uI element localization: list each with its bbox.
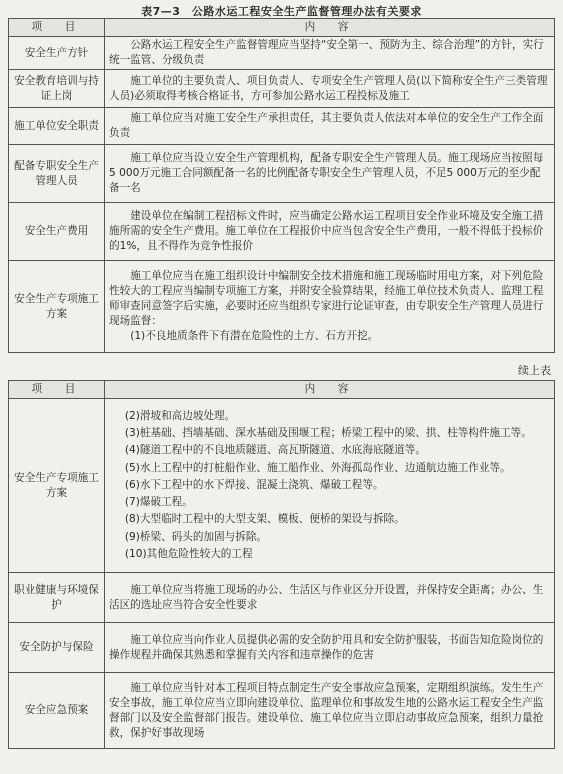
table-header-row — [9, 19, 555, 37]
list-item: (5)水上工程中的打桩船作业、施工船作业、外海孤岛作业、边通航边施工作业等。 — [124, 461, 511, 474]
row-item: 安全教育培训与持证上岗 — [9, 70, 105, 108]
row-item: 安全防护与保险 — [9, 623, 105, 673]
list-item: (3)桩基础、挡墙基础、深水基础及围堰工程；桥梁工程中的梁、拱、柱等构件施工等。 — [124, 426, 532, 439]
table-row — [9, 399, 555, 573]
row-content: 施工单位应当在施工组织设计中编制安全技术措施和施工现场临时用电方案，对下列危险性较大的工程应当编制专项施工方案，并附安全验算结果，经施工单位技术负责人、监理工程师审查同意签字后实施，必要时还应当组织专家进行论证审查，由专职安全生产管理人员进行现场监督： — [109, 270, 544, 327]
table-row — [9, 145, 555, 203]
list-item: (8)大型临时工程中的大型支架、模板、便桥的架设与拆除。 — [124, 513, 405, 526]
row-item: 安全生产费用 — [9, 203, 105, 261]
column-header-item: 项 目 — [9, 19, 105, 37]
list-item: (4)隧道工程中的不良地质隧道、高瓦斯隧道、水底海底隧道等。 — [124, 444, 426, 457]
table-row — [9, 203, 555, 261]
row-item: 安全生产专项施工方案 — [9, 399, 105, 573]
list-item: (10)其他危险性较大的工程 — [124, 548, 253, 561]
column-header-content: 内 容 — [105, 19, 555, 37]
row-item: 安全应急预案 — [9, 673, 105, 749]
table-header-row — [9, 381, 555, 399]
table-row — [9, 70, 555, 108]
requirements-table-continued — [8, 380, 555, 749]
row-item: 施工单位安全职责 — [9, 108, 105, 145]
row-content-sub: (1)不良地质条件下有潜在危险性的土方、石方开挖。 — [130, 330, 379, 342]
column-header-item: 项 目 — [9, 381, 105, 399]
list-item: (2)滑坡和高边坡处理。 — [124, 409, 236, 422]
table-row — [9, 673, 555, 749]
row-content: 公路水运工程安全生产监督管理应当坚持“安全第一、预防为主、综合治理”的方针，实行统一监管、分级负责 — [109, 39, 544, 66]
continued-label: 续上表 — [518, 364, 551, 377]
row-content: 建设单位在编制工程招标文件时，应当确定公路水运工程项目安全作业环境及安全施工措施所需的安全生产费用。施工单位在工程报价中应当包含安全生产费用，一般不得低于投标价的1%，且不得作为竞争性报价 — [109, 210, 544, 252]
table-caption: 表7—3 公路水运工程安全生产监督管理办法有关要求 — [141, 5, 422, 18]
table-row — [9, 261, 555, 353]
table-row — [9, 623, 555, 673]
requirements-table — [8, 18, 555, 353]
table-row — [9, 108, 555, 145]
row-item: 安全生产专项施工方案 — [9, 261, 105, 353]
row-content: 施工单位应当设立安全生产管理机构，配备专职安全生产管理人员。施工现场应当按照每5 000万元施工合同额配备一名的比例配备专职安全生产管理人员，不足5 000万元的至少配备一名 — [109, 152, 544, 194]
list-item: (6)水下工程中的水下焊接、混凝土浇筑、爆破工程等。 — [124, 478, 384, 491]
row-content: 施工单位应当对施工安全生产承担责任，其主要负责人依法对本单位的安全生产工作全面负责 — [109, 112, 544, 139]
table-row — [9, 573, 555, 623]
list-item: (9)桥梁、码头的加固与拆除。 — [124, 530, 268, 543]
row-content: 施工单位应当将施工现场的办公、生活区与作业区分开设置，并保持安全距离；办公、生活区的选址应当符合安全性要求 — [109, 583, 544, 611]
row-item: 配备专职安全生产管理人员 — [9, 145, 105, 203]
column-header-content: 内 容 — [105, 381, 555, 399]
row-content: 施工单位应当向作业人员提供必需的安全防护用具和安全防护服装，书面告知危险岗位的操作规程并确保其熟悉和掌握有关内容和违章操作的危害 — [109, 633, 544, 661]
list-item: (7)爆破工程。 — [124, 496, 193, 509]
row-item: 安全生产方针 — [9, 37, 105, 70]
row-item: 职业健康与环境保护 — [9, 573, 105, 623]
table-row — [9, 37, 555, 70]
row-content: 施工单位应当针对本工程项目特点制定生产安全事故应急预案，定期组织演练。发生生产安全事故，施工单位应当立即向建设单位、监理单位和事故发生地的公路水运工程安全生产监督部门以及安全监督部门报告。建设单位、施工单位应当立即启动事故应急预案，组织力量抢救，保护好事故现场 — [109, 681, 544, 739]
row-content: 施工单位的主要负责人、项目负责人、专项安全生产管理人员(以下简称安全生产三类管理人员)必须取得考核合格证书，方可参加公路水运工程投标及施工 — [109, 74, 548, 102]
